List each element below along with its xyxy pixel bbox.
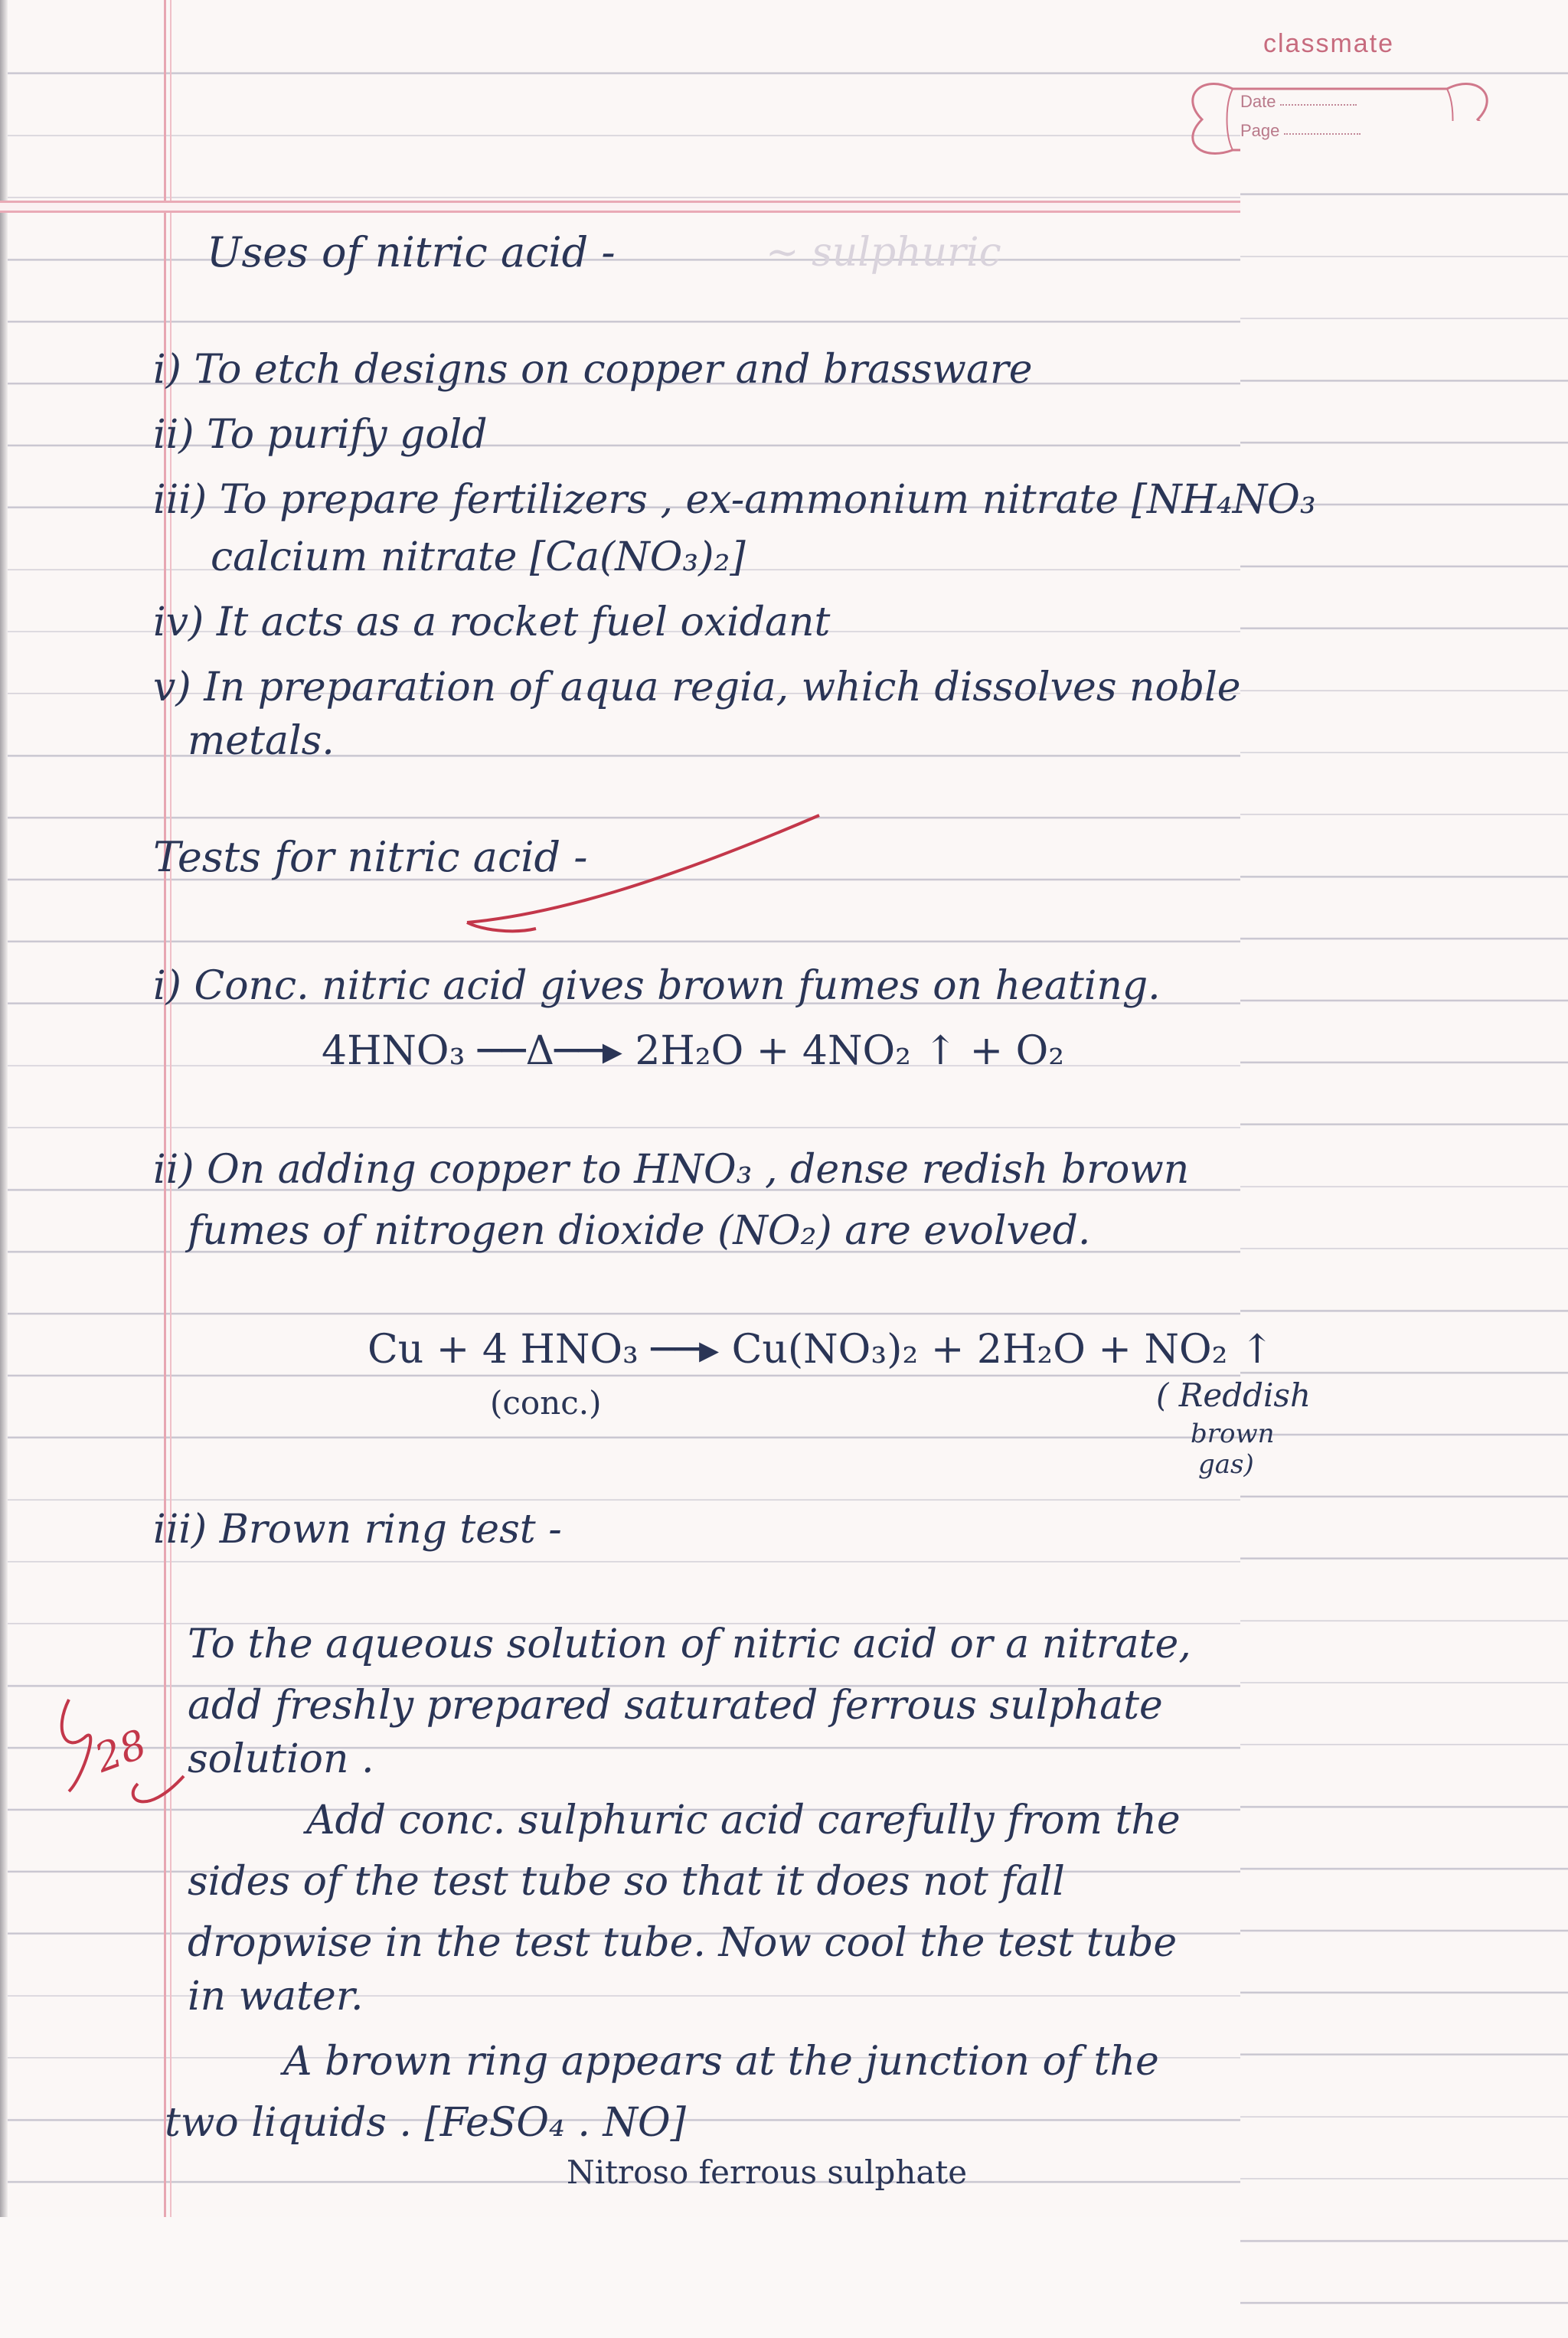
page-label: Page (1240, 121, 1280, 140)
uses-item-4: iv) It acts as a rocket fuel oxidant (153, 599, 831, 645)
date-label: Date (1240, 92, 1276, 111)
page-field (1240, 121, 1568, 2338)
test2-gas-note-2: brown (1191, 1419, 1275, 1449)
test3-heading: iii) Brown ring test - (153, 1507, 562, 1553)
test3-line-6: dropwise in the test tube. Now cool the test tube (188, 1920, 1178, 1966)
bleed-through-text: ~ sulphuric (766, 230, 1001, 276)
uses-item-1: i) To etch designs on copper and brassware (153, 347, 1033, 393)
test3-line-5: sides of the test tube so that it does not fall (188, 1859, 1065, 1905)
compound-name: Nitroso ferrous sulphate (567, 2154, 968, 2191)
test3-line-3: solution . (188, 1736, 374, 1782)
test3-line-1: To the aqueous solution of nitric acid or a nitrate, (188, 1621, 1191, 1667)
test2-gas-note-1: ( Reddish (1156, 1376, 1312, 1414)
date-field (1240, 92, 1357, 112)
margin-rule-secondary (170, 0, 172, 2217)
test3-line-9: two liquids . [FeSO₄ . NO] (165, 2100, 686, 2146)
uses-item-3: iii) To prepare fertilizers , ex-ammonium nitrate [NH₄NO₃ (153, 477, 1316, 523)
uses-item-5: v) In preparation of aqua regia, which dissolves noble (153, 665, 1241, 710)
test3-line-7: in water. (188, 1974, 364, 2020)
test1-text: i) Conc. nitric acid gives brown fumes on heating. (153, 963, 1161, 1009)
test2-equation: Cu + 4 HNO₃ ──▸ Cu(NO₃)₂ + 2H₂O + NO₂ ↑ (368, 1327, 1274, 1373)
test3-line-4: Add conc. sulphuric acid carefully from the (306, 1798, 1181, 1843)
correction-tick-icon (459, 808, 827, 938)
margin-rule (164, 0, 166, 2217)
page-edge-shadow (0, 0, 8, 2217)
tests-heading: Tests for nitric acid - (153, 833, 588, 881)
test1-equation: 4HNO₃ ──Δ──▸ 2H₂O + 4NO₂ ↑ + O₂ (322, 1028, 1065, 1074)
uses-item-5-cont: metals. (188, 718, 335, 764)
uses-heading: Uses of nitric acid - (207, 228, 616, 276)
uses-item-2: ii) To purify gold (153, 412, 488, 458)
test2-conc-note: (conc.) (490, 1384, 602, 1422)
test2-line1: ii) On adding copper to HNO₃ , dense redish brown (153, 1147, 1190, 1193)
test3-line-8: A brown ring appears at the junction of the (283, 2039, 1159, 2085)
margin-grade-note: 28 (89, 1721, 153, 1782)
grade-signature-icon (23, 1684, 191, 1837)
brand-name: classmate (1263, 29, 1395, 58)
test2-gas-note-3: gas) (1198, 1449, 1254, 1480)
test3-line-2: add freshly prepared saturated ferrous sulphate (188, 1683, 1163, 1729)
brand-badge (1171, 29, 1501, 167)
uses-item-3-cont: calcium nitrate [Ca(NO₃)₂] (211, 534, 746, 580)
test2-line2: fumes of nitrogen dioxide (NO₂) are evolved. (188, 1208, 1091, 1254)
